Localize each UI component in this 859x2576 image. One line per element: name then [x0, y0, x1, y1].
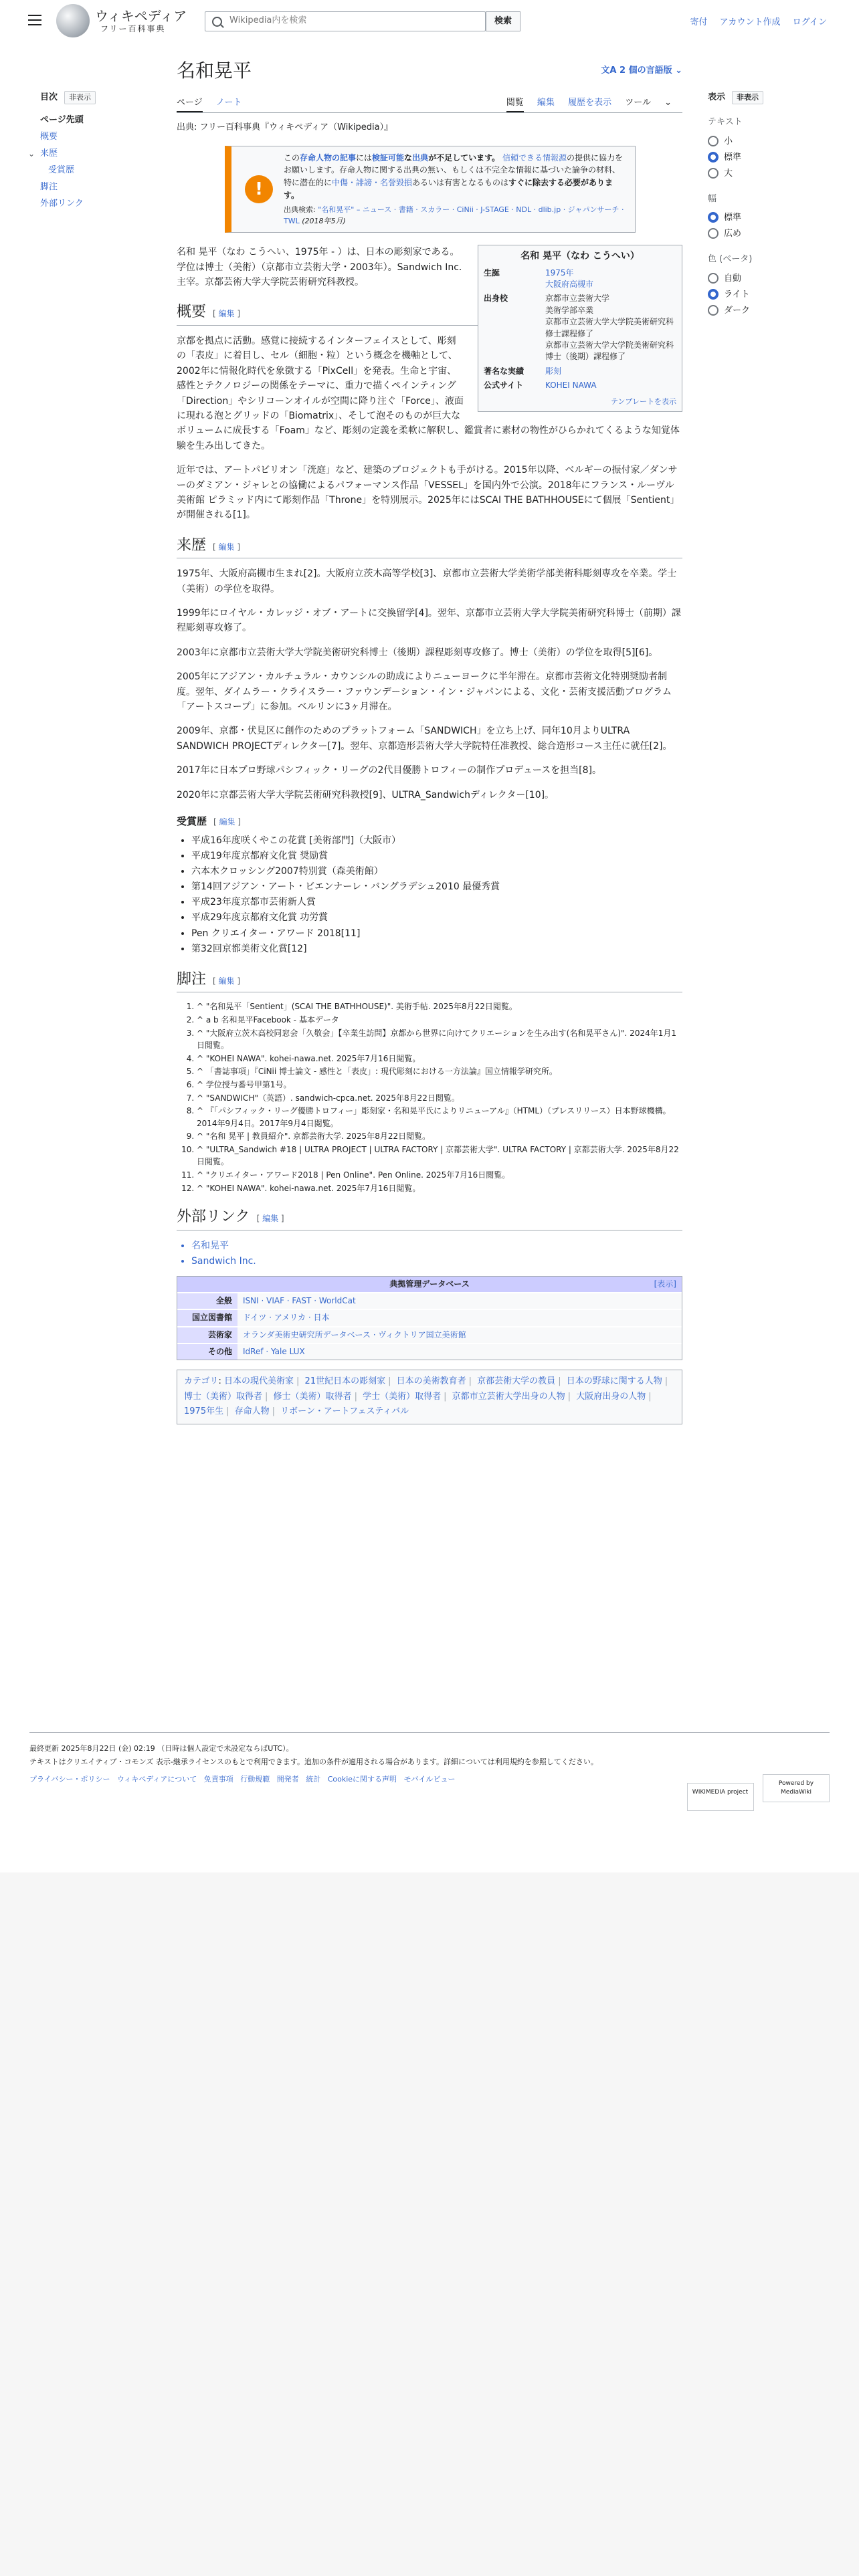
notice-part: が不足しています。	[428, 152, 500, 163]
reference-item[interactable]: 2. ^ a b 名和晃平Facebook - 基本データ	[197, 1014, 682, 1027]
page-tabs	[177, 94, 682, 113]
category-link[interactable]: 21世紀日本の彫刻家	[304, 1376, 386, 1386]
toc-item-awards[interactable]: 受賞歴	[48, 165, 75, 175]
history-paragraph: 1999年にロイヤル・カレッジ・オブ・アートに交換留学[4]。翌年、京都市立芸術大学大学院美術研究科博士（前期）課程彫刻専攻修了。	[177, 608, 681, 634]
notice-link[interactable]: 検証可能	[372, 152, 405, 163]
notice-part: な	[404, 152, 413, 163]
category-link[interactable]: 1975年生	[184, 1406, 224, 1417]
notice-part: の提供に協力をお願いします。存命人物に関する出典の無い、もしくは不完全な情報に基づいた論争の材料、特に潜在的に	[284, 152, 623, 187]
infobox-title: 名和 晃平（なわ こうへい）	[520, 251, 640, 262]
login-link[interactable]: ログイン	[792, 17, 827, 27]
width-standard[interactable]	[708, 210, 822, 226]
edit-section-link[interactable]: [ 編集 ]	[256, 1214, 284, 1224]
footer-link[interactable]: Cookieに関する声明	[327, 1774, 397, 1784]
authority-links[interactable]: オランダ美術史研究所データベース · ヴィクトリア国立美術館	[237, 1327, 682, 1343]
section-title: 外部リンク	[177, 1208, 250, 1226]
category-link[interactable]: 存命人物	[234, 1406, 270, 1417]
radio-selected-icon[interactable]	[708, 212, 719, 223]
donate-link[interactable]: 寄付	[690, 17, 708, 27]
section-notes	[177, 970, 682, 993]
authority-label: 国立図書館	[177, 1310, 237, 1325]
toc-hide-button[interactable]: 非表示	[64, 91, 96, 104]
table-of-contents	[28, 91, 134, 210]
radio-icon[interactable]	[708, 228, 719, 239]
tab-tools[interactable]: ツール ⌄	[625, 98, 672, 108]
toc-item-links[interactable]: 外部リンク	[40, 198, 84, 209]
authority-links[interactable]: IdRef · Yale LUX	[237, 1344, 682, 1360]
infobox-row-website	[484, 379, 676, 393]
page-footer	[29, 1732, 830, 1796]
option-label: 小	[724, 136, 733, 146]
category-link[interactable]: リボーン・アートフェスティバル	[280, 1406, 409, 1417]
edit-section-link[interactable]: [ 編集 ]	[213, 976, 241, 986]
reference-item[interactable]: 12. ^ "KOHEI NAWA". kohei-nawa.net. 2025年7月16日閲覧。	[197, 1182, 682, 1195]
infobox-value[interactable]: 京都市立芸術大学 美術学部卒業 京都市立芸術大学大学院美術研究科 修士課程修了 京都市立芸術大学大学院美術研究科 博士（後期）課程修了	[545, 294, 674, 362]
authority-links[interactable]: ISNI · VIAF · FAST · WorldCat	[237, 1293, 682, 1309]
search-input[interactable]	[228, 15, 478, 26]
tab-page[interactable]: ページ	[177, 98, 203, 112]
license-text: テキストはクリエイティブ・コモンズ 表示-継承ライセンスのもとで利用できます。追加の条件が適用される場合があります。詳細については利用規約を参照してください。	[29, 1757, 598, 1766]
footer-badges	[680, 1774, 830, 1811]
text-size-large[interactable]	[708, 166, 822, 182]
notice-part: すぐに除去する必要があります。	[284, 177, 613, 200]
authority-row	[177, 1326, 682, 1343]
option-label: 広め	[724, 229, 742, 239]
list-item: • 第14回アジアン・アート・ビエンナーレ・バングラデシュ2010 最優秀賞	[191, 879, 682, 895]
history-paragraph: 1975年、大阪府高槻市生まれ[2]。大阪府立茨木高等学校[3]、京都市立芸術大学美術学部美術科彫刻専攻を卒業。学士（美術）の学位を取得。	[177, 568, 677, 595]
section-title: 概要	[177, 304, 207, 321]
categories-label[interactable]: カテゴリ	[184, 1376, 219, 1386]
authority-title[interactable]: 典拠管理データベース	[389, 1279, 470, 1289]
page-background-bottom	[0, 1872, 859, 2576]
reference-item[interactable]: 4. ^ "KOHEI NAWA". kohei-nawa.net. 2025年7月16日閲覧。	[197, 1053, 682, 1065]
section-awards	[177, 813, 682, 829]
chevron-down-icon: ⌄	[672, 66, 682, 76]
reference-item[interactable]: 1. ^ "名和晃平「Sentient」(SCAI THE BATHHOUSE)". 美術手帖. 2025年8月22日閲覧。	[197, 1000, 682, 1013]
appearance-panel	[708, 91, 822, 319]
edit-label[interactable]: 編集	[218, 542, 235, 552]
list-item: • 平成19年度京都府文化賞 奨励賞	[191, 849, 682, 864]
edit-section-link[interactable]: [ 編集 ]	[213, 817, 242, 827]
reference-item[interactable]: 5. ^ 「書誌事項」『CiNii 博士論文 - 感性と「表皮」: 現代彫刻における一方法論』国立情報学研究所。	[197, 1065, 682, 1078]
color-auto[interactable]	[708, 271, 822, 287]
section-title: 脚注	[177, 970, 207, 988]
radio-selected-icon[interactable]	[708, 152, 719, 163]
toc-item-notes[interactable]: 脚注	[40, 181, 58, 192]
list-item: • 平成23年度京都市芸術新人賞	[191, 895, 682, 910]
appearance-hide-button[interactable]: 非表示	[732, 91, 763, 104]
notice-part: には	[356, 152, 373, 163]
search-button[interactable]: 検索	[486, 11, 520, 31]
category-link[interactable]: 日本の美術教育者	[396, 1376, 466, 1386]
category-links: カテゴリ: 日本の現代美術家 | 21世紀日本の彫刻家 | 日本の美術教育者 | 京都芸術大学の教員 | 日本の野球に関する人物 | 博士（美術）取得者 | 修士（美術）取得者 | 学士（美術）取得者 | 京都市立芸術大学出身の人物 | 大阪府出身の人物 | 1975年生 | 存命人物 | リボーン・アートフェスティバル	[177, 1370, 682, 1424]
category-link[interactable]: 大阪府出身の人物	[576, 1391, 646, 1402]
infobox-value[interactable]: KOHEI NAWA	[545, 381, 597, 391]
reference-item[interactable]: 6. ^ 学位授与番号甲第1号。	[197, 1079, 682, 1091]
authority-toggle[interactable]: [表示]	[654, 1279, 676, 1289]
color-light[interactable]	[708, 287, 822, 303]
authority-links[interactable]: ドイツ · アメリカ · 日本	[237, 1310, 682, 1325]
tab-read[interactable]: 閲覧	[506, 98, 524, 112]
site-header	[0, 0, 859, 45]
tab-edit[interactable]: 編集	[537, 98, 555, 108]
edit-label[interactable]: 編集	[218, 976, 235, 986]
authority-label: 全般	[177, 1293, 237, 1309]
option-label: 標準	[724, 152, 742, 163]
main-menu-icon[interactable]	[28, 15, 41, 25]
language-count: 2 個の言語版	[619, 66, 672, 76]
notice-link[interactable]: 存命人物の記事	[300, 152, 357, 163]
toc-item-history-label: 来歴	[40, 148, 58, 158]
source-search-label: 出典検索	[284, 205, 313, 215]
edit-label[interactable]: 編集	[262, 1214, 279, 1224]
page-title: 名和晃平	[177, 60, 252, 82]
external-link[interactable]: • 名和晃平	[191, 1239, 682, 1254]
infobox	[478, 245, 682, 412]
source-search-links[interactable]: "名和晃平" – ニュース · 書籍 · スカラー · CiNii · J-STAGE · NDL · dlib.jp · ジャパンサーチ · TWL	[284, 205, 624, 226]
appearance-title: 表示	[708, 92, 726, 102]
authority-row	[177, 1292, 682, 1309]
references-list	[177, 1000, 682, 1194]
footer-link[interactable]: 統計	[306, 1774, 321, 1784]
authority-label: 芸術家	[177, 1327, 237, 1343]
option-label: 大	[724, 168, 733, 179]
radio-icon[interactable]	[708, 305, 719, 316]
option-label: 標準	[724, 213, 742, 223]
history-paragraph: 2009年、京都・伏見区に創作のためのプラットフォーム「SANDWICH」を立ち上げ、同年10月よりULTRA SANDWICH PROJECTディレクター[7]。翌年、京都造形芸術大学大学院特任准教授、総合造形コース主任に就任[2]。	[177, 726, 672, 752]
radio-selected-icon[interactable]	[708, 289, 719, 300]
main-content	[177, 58, 682, 1424]
radio-icon[interactable]	[708, 168, 719, 179]
infobox-value[interactable]: 彫刻	[545, 366, 562, 376]
overview-paragraph: 近年では、アートパビリオン「洸庭」など、建築のプロジェクトも手がける。2015年以降、ベルギーの振付家／ダンサーのダミアン・ジャレとの協働によるパフォーマンス作品「VESSEL」を国内外で公演。2018年にフランス・ルーヴル美術館 ピラミッド内にて彫刻作品「Throne」を特別展示。2025年にはSCAI THE BATHHOUSEにて個展「Sentient」が開催される[1]。	[177, 465, 680, 521]
infobox-label: 出身校	[484, 294, 508, 304]
authority-header	[177, 1277, 682, 1292]
tab-history[interactable]: 履歴を表示	[568, 98, 612, 108]
infobox-row-school	[484, 292, 676, 364]
list-item: • 六本木クロッシング2007特別賞（森美術館）	[191, 864, 682, 879]
create-account-link[interactable]: アカウント作成	[719, 17, 781, 27]
search-box	[205, 11, 486, 31]
notice-link[interactable]: 中傷・誹謗・名誉毀損	[332, 177, 413, 187]
footer-link[interactable]: ウィキペディアについて	[116, 1774, 197, 1784]
maintenance-notice	[225, 146, 636, 233]
reference-item[interactable]: 10. ^ "ULTRA_Sandwich #18 | ULTRA PROJECT | ULTRA FACTORY | 京都芸術大学". ULTRA FACTORY | 京都芸術大学. 2025年8月22日閲覧。	[197, 1144, 682, 1168]
chevron-down-icon[interactable]: ⌄	[28, 148, 35, 158]
reference-item[interactable]: 3. ^ "大阪府立茨木高校同窓会「久敬会」【卒業生訪問】京都から世界に向けてクリエーションを生み出す(名和晃平さん)". 2024年1月1日閲覧。	[197, 1027, 682, 1052]
overview-paragraph: 京都を拠点に活動。感覚に接続するインターフェイスとして、彫刻の「表皮」に着目し、セル（細胞・粒）という概念を機軸として、2002年に情報化時代を象徴する「PixCell」を発表。生命と宇宙、感性とテクノロジーの関係をテーマに、重力で描くペインティング「Direction」やシリコーンオイルが空間に降り注ぐ「Force」、液面に現れる泡とグリッドの「Biomatrix」、そして泡そのものが巨大なボリュームに成長する「Foam」など、彫刻の定義を柔軟に解釈し、鑑賞者に素材の物性がひらかれてくるような知覚体験を生み出してきた。	[177, 336, 680, 451]
option-label: ライト	[724, 290, 750, 300]
logo-title[interactable]: ウィキペディア	[95, 8, 187, 24]
section-history	[177, 536, 682, 559]
color-label: 色 (ベータ)	[708, 254, 753, 265]
category-link[interactable]: 京都市立芸術大学出身の人物	[452, 1391, 565, 1402]
notice-link[interactable]: 出典	[412, 152, 429, 163]
tab-talk[interactable]: ノート	[215, 98, 242, 108]
footer-link[interactable]: プライバシー・ポリシー	[29, 1774, 110, 1784]
wikipedia-logo-icon[interactable]	[56, 4, 90, 37]
infobox-row-known-for	[484, 364, 676, 379]
option-label: 自動	[724, 274, 742, 284]
notice-text	[284, 152, 627, 201]
external-link[interactable]: • Sandwich Inc.	[191, 1254, 682, 1269]
wikimedia-badge[interactable]: WIKIMEDIA project	[687, 1783, 754, 1811]
mediawiki-badge[interactable]: Powered by MediaWiki	[763, 1774, 830, 1802]
category-link[interactable]: 修士（美術）取得者	[273, 1391, 352, 1402]
personal-tools	[680, 16, 827, 30]
infobox-label: 生誕	[484, 267, 500, 278]
from-wikipedia: 出典: フリー百科事典『ウィキペディア（Wikipedia）』	[177, 122, 393, 132]
infobox-label: 公式サイト	[484, 381, 524, 391]
list-item: • 平成16年度咲くやこの花賞 [美術部門]（大阪市）	[191, 833, 682, 849]
logo-subtitle[interactable]: フリー百科事典	[100, 24, 166, 33]
list-item: • 第32回京都美術文化賞[12]	[191, 942, 682, 957]
lead-paragraph: 名和 晃平（なわ こうへい、1975年 - ）は、日本の彫刻家である。学位は博士（美術）（京都市立芸術大学・2003年）。Sandwich Inc.主宰。京都芸術大学大学院芸術研究科教授。	[177, 247, 462, 288]
footer-link[interactable]: 開発者	[276, 1774, 299, 1784]
authority-row	[177, 1309, 682, 1325]
section-external-links	[177, 1208, 682, 1230]
section-title: 来歴	[177, 536, 207, 554]
edit-section-link[interactable]: [ 編集 ]	[213, 542, 241, 552]
category-link[interactable]: 日本の現代美術家	[224, 1376, 294, 1386]
reference-item[interactable]: 7. ^ "SANDWICH"（英語）. sandwich-cpca.net. 2025年8月22日閲覧。	[197, 1092, 682, 1105]
category-link[interactable]: 博士（美術）取得者	[184, 1391, 263, 1402]
category-link[interactable]: 日本の野球に関する人物	[566, 1376, 662, 1386]
notice-part: あるいは有害となるものは	[412, 177, 509, 187]
infobox-label: 著名な実績	[484, 366, 524, 376]
authority-control	[177, 1276, 682, 1360]
template-link[interactable]: テンプレートを表示	[610, 397, 676, 407]
toc-item-overview[interactable]: 概要	[40, 131, 58, 142]
reference-item[interactable]: 8. ^ 『「パシフィック・リーグ優勝トロフィー」彫刻家・名和晃平氏によりリニューアル』（HTML）（プレスリリース）日本野球機構。2014年9月4日。2017年9月4日閲覧。	[197, 1105, 682, 1130]
warning-icon: !	[245, 175, 273, 203]
reference-item[interactable]: 11. ^ "クリエイター・アワード2018 | Pen Online". Pen Online. 2025年7月16日閲覧。	[197, 1169, 682, 1182]
section-title: 受賞歴	[177, 815, 207, 827]
notice-part: この	[284, 152, 300, 163]
text-size-small[interactable]	[708, 134, 822, 150]
awards-list	[177, 833, 682, 957]
infobox-row-born	[484, 266, 676, 292]
history-paragraph: 2005年にアジアン・カルチュラル・カウンシルの助成によりニューヨークに半年滞在。京都市芸術文化特別奨励者制度。翌年、ダイムラー・クライスラー・ファウンデーション・イン・ジャパンによる、文化・芸術支援活動プログラム「アートスコープ」に参加。ベルリンに3ヶ月滞在。	[177, 671, 672, 713]
source-search: 出典検索: "名和晃平" – ニュース · 書籍 · スカラー · CiNii · J-STAGE · NDL · dlib.jp · ジャパンサーチ · TWL (2018年5月)	[284, 205, 624, 226]
footer-link[interactable]: モバイルビュー	[403, 1774, 456, 1784]
history-paragraph: 2020年に京都芸術大学大学院芸術研究科教授[9]、ULTRA_Sandwichディレクター[10]。	[177, 789, 555, 800]
notice-date: (2018年5月)	[302, 217, 346, 226]
edit-section-link[interactable]: [ 編集 ]	[213, 309, 241, 319]
text-size-label: テキスト	[708, 116, 743, 127]
toc-item-top[interactable]: ページ先頭	[40, 114, 84, 125]
notice-link[interactable]: 信頼できる情報源	[502, 152, 567, 163]
authority-label: その他	[177, 1344, 237, 1360]
list-item: • 平成29年度京都府文化賞 功労賞	[191, 910, 682, 926]
infobox-value[interactable]: 1975年 大阪府高槻市	[545, 267, 594, 289]
radio-icon[interactable]	[708, 273, 719, 284]
text-size-standard[interactable]	[708, 150, 822, 166]
toc-item-history[interactable]	[28, 148, 134, 160]
last-modified: 最終更新 2025年8月22日 (金) 02:19 （日時は個人設定で未設定ならばUTC）。	[29, 1744, 294, 1753]
history-paragraph: 2003年に京都市立芸術大学大学院美術研究科博士（後期）課程彫刻専攻修了。博士（美術）の学位を取得[5][6]。	[177, 647, 658, 658]
edit-label[interactable]: 編集	[218, 309, 235, 319]
history-paragraph: 2017年に日本プロ野球パシフィック・リーグの2代目優勝トロフィーの制作プロデュースを担当[8]。	[177, 765, 602, 776]
option-label: ダーク	[724, 306, 751, 316]
tools-label: ツール	[625, 98, 651, 108]
toc-title: 目次	[40, 92, 58, 102]
reference-item[interactable]: 9. ^ "名和 晃平 | 教員紹介". 京都芸術大学. 2025年8月22日閲覧。	[197, 1130, 682, 1143]
width-wide[interactable]	[708, 226, 822, 242]
radio-icon[interactable]	[708, 136, 719, 146]
authority-row	[177, 1343, 682, 1360]
category-link[interactable]: 学士（美術）取得者	[363, 1391, 442, 1402]
list-item: • Pen クリエイター・アワード 2018[11]	[191, 926, 682, 942]
external-links-list	[177, 1239, 682, 1269]
footer-link[interactable]: 免責事項	[203, 1774, 233, 1784]
search-icon	[212, 17, 222, 27]
color-dark[interactable]	[708, 303, 822, 319]
language-icon: 文A	[601, 66, 619, 76]
category-link[interactable]: 京都芸術大学の教員	[477, 1376, 556, 1386]
edit-label[interactable]: 編集	[219, 817, 235, 827]
footer-link[interactable]: 行動規範	[240, 1774, 270, 1784]
language-button[interactable]	[601, 64, 682, 78]
width-label: 幅	[708, 193, 717, 204]
